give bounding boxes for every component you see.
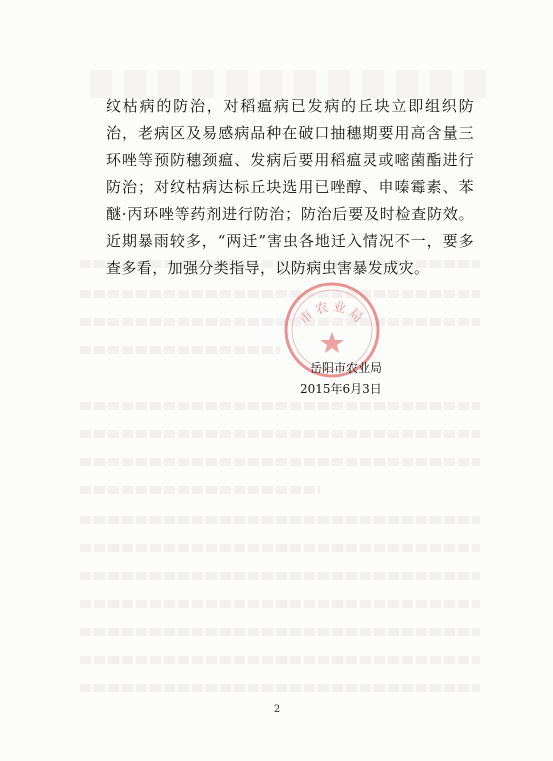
seal-text: 市农业局 bbox=[296, 299, 368, 328]
bleed-through-text bbox=[80, 430, 480, 438]
body-paragraph bbox=[106, 93, 474, 282]
bleed-through-text bbox=[80, 572, 480, 580]
issuing-organization: 岳阳市农业局 bbox=[310, 361, 383, 375]
bleed-through-text bbox=[80, 318, 480, 326]
paragraph-text: 纹枯病的防治，对稻瘟病已发病的丘块立即组织防治，老病区及易感病品种在破口抽穗期要用高含量三环唑等预防穗颈瘟、发病后要用稻瘟灵或嘧菌酯进行防治；对纹枯病达标丘块选用已唑醇、申嗪霉素、苯醚·丙环唑等药剂进行防治；防治后要及时检查防效。近期暴雨较多，“两迁”害虫各地迁入情况不一，要多查多看，加强分类指导，以防病虫害暴发成灾。 bbox=[106, 97, 474, 277]
signature-block bbox=[300, 358, 430, 400]
issue-date: 2015年6月3日 bbox=[300, 382, 382, 396]
bleed-through-text bbox=[80, 402, 480, 410]
bleed-through-text bbox=[80, 516, 480, 524]
seal-star-icon bbox=[320, 332, 344, 353]
bleed-through-text bbox=[80, 458, 480, 466]
bleed-through-text bbox=[80, 628, 480, 636]
bleed-through-text bbox=[80, 486, 320, 494]
bleed-through-text bbox=[80, 684, 480, 692]
bleed-through-text bbox=[80, 656, 480, 664]
page-number: 2 bbox=[273, 704, 281, 715]
bleed-through-text bbox=[80, 346, 280, 354]
bleed-through-text bbox=[80, 290, 480, 298]
bleed-through-text bbox=[80, 544, 480, 552]
bleed-through-text bbox=[80, 600, 480, 608]
